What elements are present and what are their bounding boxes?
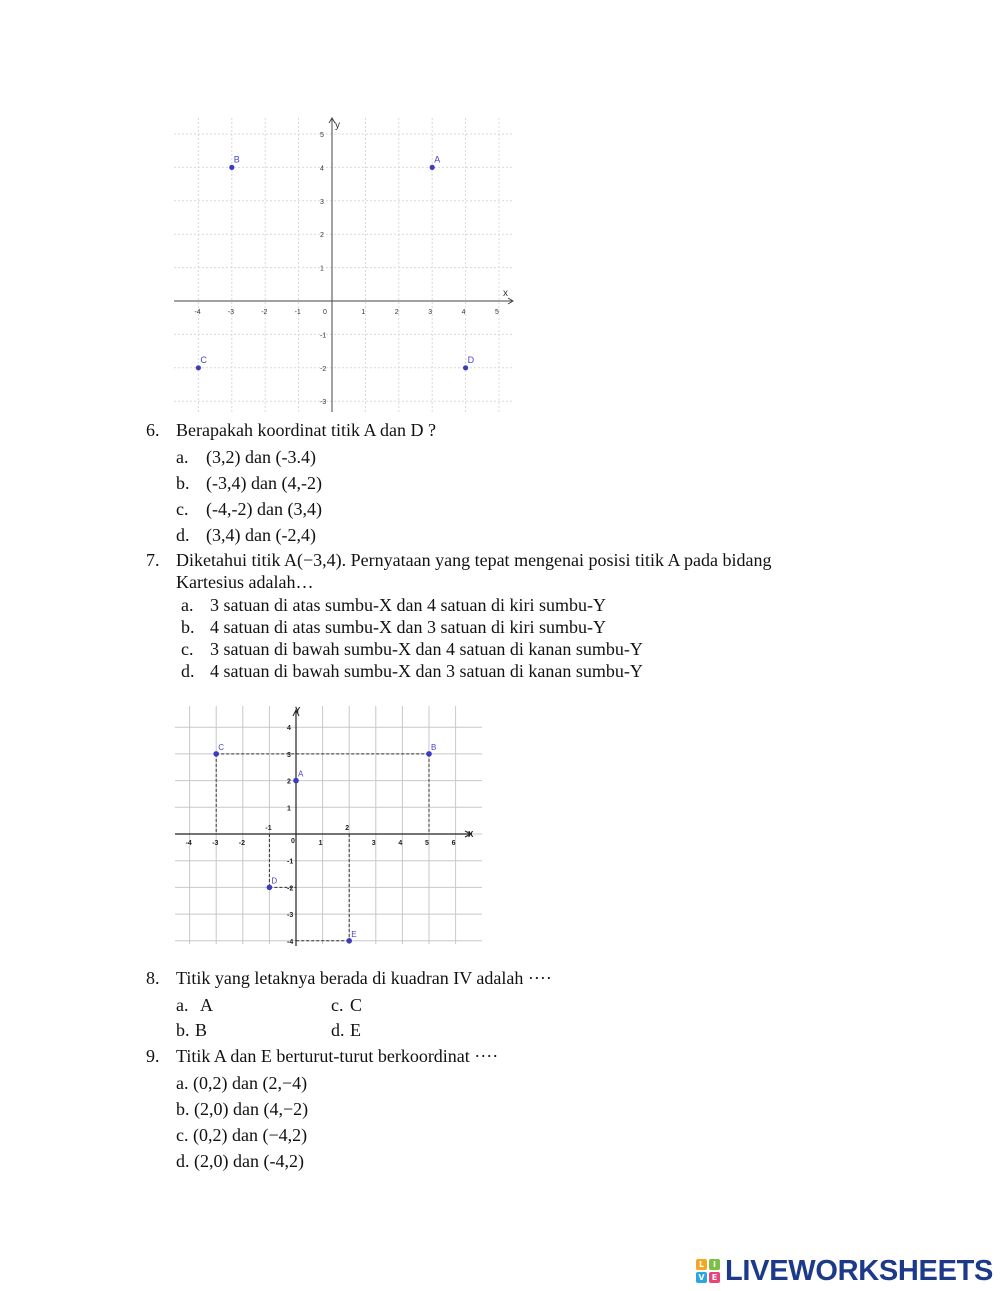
x-tick-label: 3 [428,309,433,316]
q6-option-c[interactable] [176,498,322,520]
x-tick-label: 2 [394,309,399,316]
q8-option-b-letter: b. [176,1020,190,1040]
logo-mark-cell: V [696,1272,707,1283]
logo-mark-cell: E [709,1272,720,1283]
q8-option-b[interactable] [176,1019,207,1041]
question-7-line2 [176,571,313,593]
question-8-number: 8. [146,968,160,988]
point-label-c: C [218,742,224,752]
point-label-c: C [200,354,207,365]
q6-option-a[interactable] [176,446,316,468]
origin-label: 0 [291,838,295,845]
x-tick-label: 6 [451,840,456,847]
graph-2-svg [172,700,488,960]
question-6 [146,419,436,441]
graph-1 [172,114,518,416]
q7-option-d-text: 4 satuan di bawah sumbu-X dan 3 satuan di kanan sumbu-Y [210,661,643,681]
point-a [293,778,299,784]
x-tick-label: -4 [194,309,201,316]
q6-option-a-text: (3,2) dan (-3.4) [206,447,316,467]
q7-option-a[interactable] [181,594,606,616]
q7-option-d[interactable] [181,660,643,682]
point-c [213,751,219,757]
y-tick-label: 3 [320,198,324,206]
q6-option-d-letter: d. [176,525,190,545]
q7-option-b-text: 4 satuan di atas sumbu-X dan 3 satuan di kiri sumbu-Y [210,617,606,637]
q7-option-c-letter: c. [181,639,194,659]
y-tick-label: -2 [320,365,327,373]
q8-option-d[interactable] [331,1019,361,1041]
q7-option-d-letter: d. [181,661,195,681]
y-axis-label: Y [295,706,301,715]
question-9-number: 9. [146,1046,160,1066]
point-d [463,365,468,370]
question-9-text: Titik A dan E berturut-turut berkoordinat ···· [176,1046,499,1066]
x-axis-label: X [468,830,474,839]
x-tick-label: -1 [265,825,272,832]
graph-2 [172,700,488,960]
q7-option-b[interactable] [181,616,606,638]
graph-1-svg [172,114,518,416]
question-7-text-line1: Diketahui titik A(−3,4). Pernyataan yang tepat mengenai posisi titik A pada bidang [176,550,772,570]
q9-option-d[interactable]: d. (2,0) dan (-4,2) [176,1151,304,1171]
q9-option-a[interactable]: a. (0,2) dan (2,−4) [176,1073,308,1093]
q8-option-c-text: C [350,995,363,1015]
y-tick-label: 4 [287,725,291,733]
q8-option-c[interactable] [331,994,362,1016]
q6-option-a-letter: a. [176,447,189,467]
q8-option-a-text: A [200,995,213,1015]
q8-option-a-letter: a. [176,995,189,1015]
logo-mark-cell: I [709,1259,720,1270]
question-6-number: 6. [146,420,160,440]
x-tick-label: 1 [318,840,323,847]
q6-option-b-text: (-3,4) dan (4,-2) [206,473,322,493]
question-7-number: 7. [146,550,160,570]
q7-option-a-text: 3 satuan di atas sumbu-X dan 4 satuan di kiri sumbu-Y [210,595,606,615]
x-tick-label: -4 [185,840,192,847]
logo-brand-text: LIVEWORKSHEETS [725,1254,994,1287]
x-tick-label: 1 [361,309,366,316]
q6-option-d[interactable] [176,524,316,546]
point-d [267,885,273,891]
q9-option-c[interactable]: c. (0,2) dan (−4,2) [176,1125,308,1145]
y-tick-label: -3 [287,912,294,920]
x-tick-label: -1 [294,309,301,316]
x-tick-label: 0 [323,309,327,316]
q6-option-c-text: (-4,-2) dan (3,4) [206,499,322,519]
y-tick-label: -2 [287,885,294,893]
q7-option-c-text: 3 satuan di bawah sumbu-X dan 4 satuan di kanan sumbu-Y [210,639,643,659]
y-tick-label: 3 [287,751,291,759]
q8-option-d-letter: d. [331,1020,345,1040]
point-b [229,165,234,170]
q7-option-a-letter: a. [181,595,194,615]
x-tick-label: -2 [238,840,246,847]
question-9 [146,1045,498,1067]
q6-option-c-letter: c. [176,499,189,519]
point-c [196,365,201,370]
x-tick-label: 5 [425,840,429,847]
y-tick-label: 1 [320,265,324,273]
q6-option-b-letter: b. [176,473,190,493]
question-6-text: Berapakah koordinat titik A dan D ? [176,420,436,440]
q8-option-c-letter: c. [331,995,344,1015]
logo-mark-icon [696,1259,720,1283]
x-tick-label: -2 [261,309,268,316]
x-tick-label: -3 [212,840,219,847]
y-tick-label: -4 [287,938,294,946]
question-8-text: Titik yang letaknya berada di kuadran IV adalah ···· [176,968,552,988]
q8-option-a[interactable] [176,994,213,1016]
point-label-d: D [467,354,475,365]
x-tick-label: 5 [495,309,499,316]
x-tick-label: 4 [461,309,466,316]
x-tick-label: -3 [227,309,235,316]
point-label-a: A [434,154,441,165]
y-tick-label: 5 [320,132,324,139]
point-e [346,938,352,944]
y-tick-label: 4 [320,165,324,173]
q7-option-c[interactable] [181,638,643,660]
x-tick-label: 4 [398,840,403,847]
x-tick-label: 2 [345,825,350,832]
y-tick-label: -1 [287,858,294,866]
x-axis-label: x [503,288,508,299]
liveworksheets-logo [696,1254,993,1288]
question-7 [146,549,772,571]
question-7-text-line2: Kartesius adalah… [176,572,314,592]
q7-option-b-letter: b. [181,617,195,637]
q9-option-b[interactable]: b. (2,0) dan (4,−2) [176,1099,309,1119]
y-axis-label: y [335,120,340,131]
y-tick-label: 1 [287,805,291,813]
y-tick-label: -3 [320,399,327,407]
y-tick-label: -1 [320,332,327,340]
point-label-b: B [233,154,240,165]
q8-option-b-text: B [195,1020,208,1040]
point-b [426,751,432,757]
point-label-e: E [351,929,357,939]
logo-mark-cell: L [696,1259,707,1270]
point-a [430,165,435,170]
y-tick-label: 2 [320,232,324,240]
question-8 [146,967,552,989]
point-label-d: D [271,876,278,886]
q6-option-d-text: (3,4) dan (-2,4) [206,525,316,545]
y-tick-label: 2 [287,778,291,786]
q6-option-b[interactable] [176,472,322,494]
x-tick-label: 3 [371,840,376,847]
point-label-b: B [431,742,437,752]
q8-option-d-text: E [350,1020,361,1040]
point-label-a: A [298,769,304,779]
